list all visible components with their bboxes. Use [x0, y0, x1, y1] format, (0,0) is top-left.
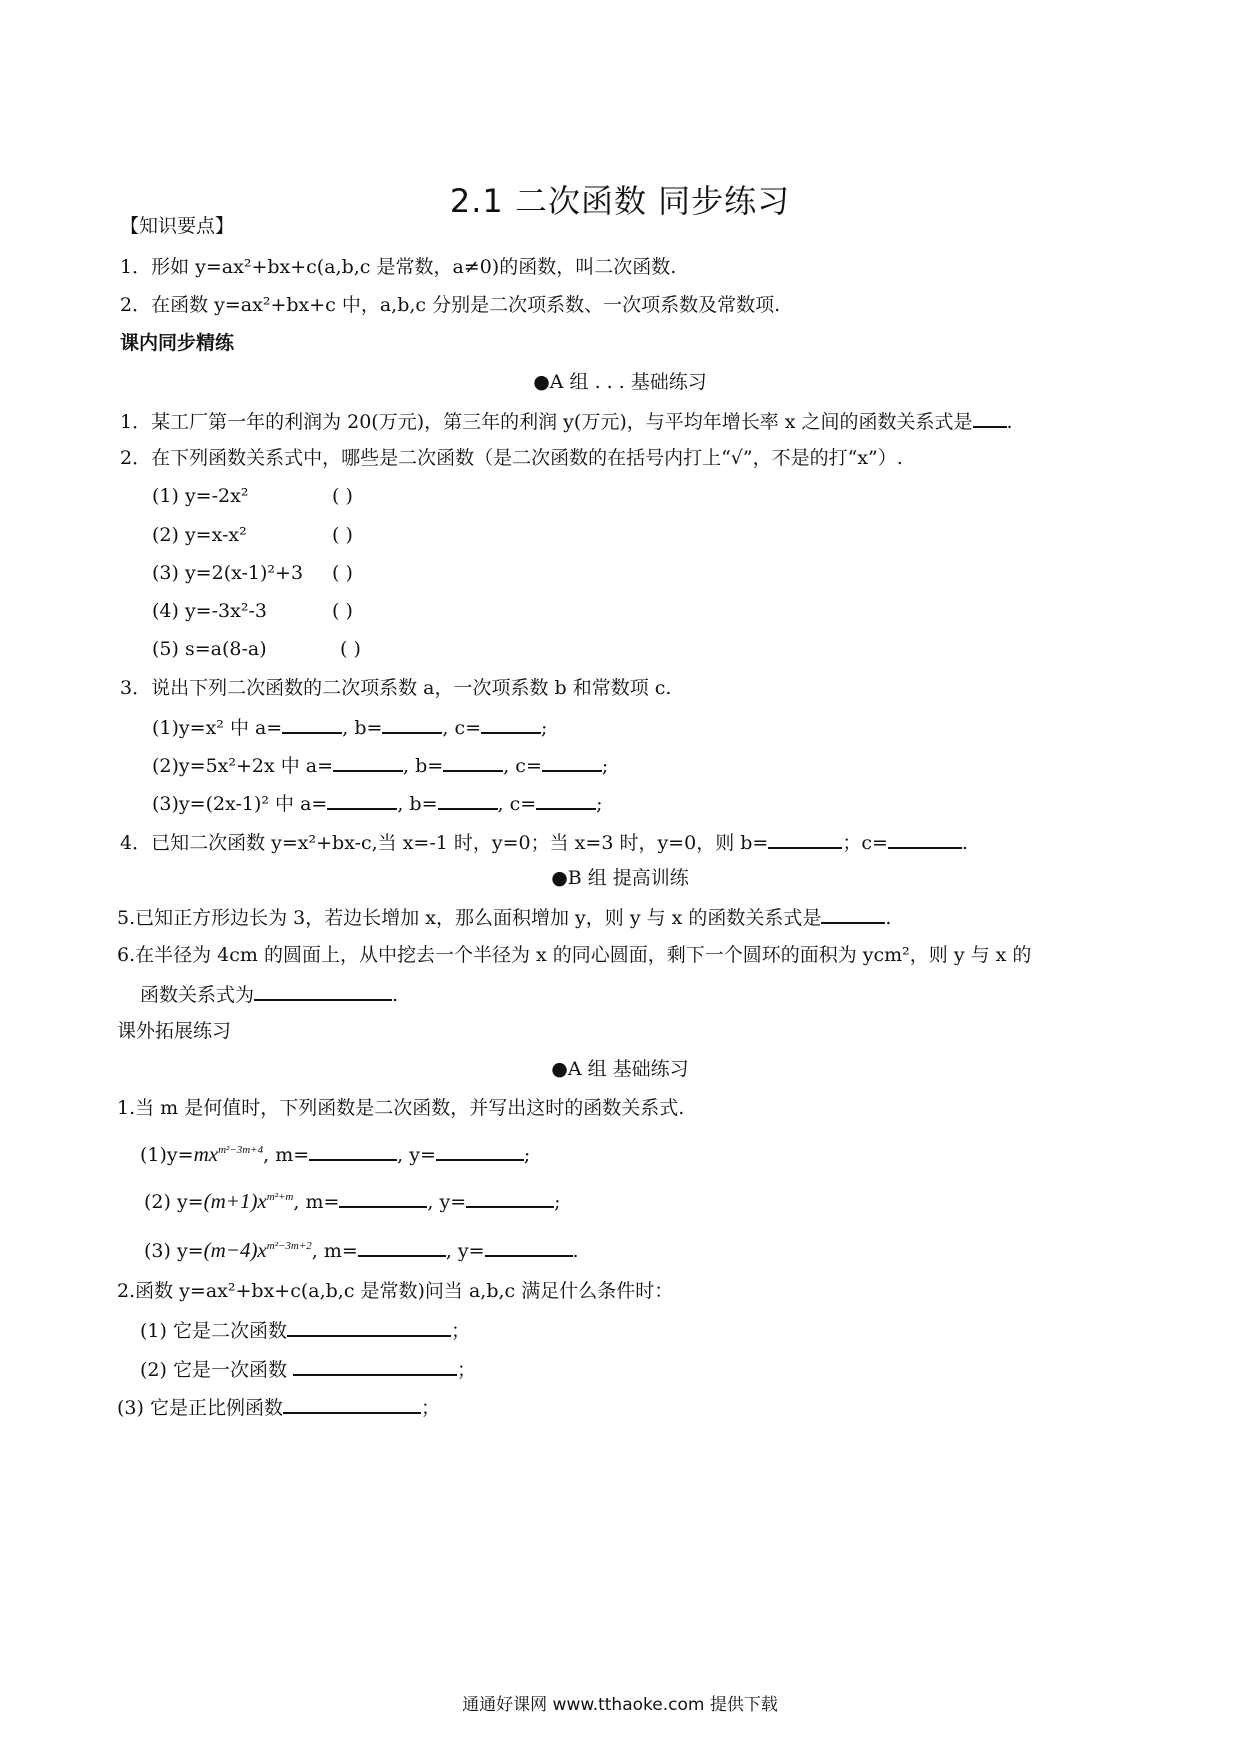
question-3: 3．说出下列二次函数的二次项系数 a，一次项系数 b 和常数项 c. [120, 677, 672, 699]
blank-c[interactable] [481, 714, 541, 734]
extra-q2-item-3: (3) 它是正比例函数 ； [117, 1394, 440, 1420]
blank-c[interactable] [536, 790, 596, 810]
answer-bracket[interactable]: ( ) [332, 562, 353, 584]
answer-blank[interactable] [821, 904, 885, 924]
blank-b[interactable] [382, 714, 442, 734]
group-heading-a2: ●A 组 基础练习 [551, 1058, 689, 1080]
exponent-expression-2: $(m+1)x^{m^2+m}$ [203, 1189, 294, 1213]
question-6: 6.在半径为 4cm 的圆面上，从中挖去一个半径为 x 的同心圆面，剩下一个圆环的面积为 ycm²，则 y 与 x 的 [117, 944, 1032, 966]
group-heading-a1: ●A 组 . . . 基础练习 [533, 371, 707, 393]
section-heading-extra: 课外拓展练习 [117, 1020, 232, 1042]
q2-item-5 [152, 637, 361, 661]
exponent-expression-1: $mx^{m^2-3m+4}$ [193, 1142, 264, 1166]
q2-item-2-text: (2) y=x-x² [152, 524, 247, 546]
extra-question-2: 2.函数 y=ax²+bx+c(a,b,c 是常数)问当 a,b,c 满足什么条件时： [117, 1280, 674, 1302]
answer-blank[interactable] [287, 1317, 451, 1337]
q3-item-2: (2)y=5x²+2x 中 a= , b= , c= ; [152, 752, 608, 778]
extra-q2-item-1-text: (1) 它是二次函数 [140, 1320, 287, 1342]
question-6-continued-text: 函数关系式为 [140, 984, 255, 1006]
question-4: 4．已知二次函数 y=x²+bx-c,当 x=-1 时，y=0；当 x=3 时，y=0，则 b= ；c= . [120, 829, 968, 855]
question-6-continued: 函数关系式为 . [140, 981, 398, 1007]
knowledge-header: 【知识要点】 [120, 215, 235, 237]
exponent-expression-3: $(m-4)x^{m^2-3m+2}$ [203, 1238, 312, 1262]
page-title: 2.1 二次函数 同步练习 [449, 182, 791, 220]
extra-q1-item-3-text: (3) y= [144, 1240, 204, 1262]
extra-q1-item-3: (3) $y=(m-4)x^{m^2-3m+2}$, m= , y= . [144, 1238, 579, 1262]
question-4-text: 4．已知二次函数 y=x²+bx-c,当 x=-1 时，y=0；当 x=3 时，y=0，则 b= [120, 832, 769, 854]
blank-m[interactable] [358, 1237, 446, 1257]
extra-q2-item-2: (2) 它是一次函数 ； [140, 1356, 476, 1382]
q3-item-3-text: (3)y=(2x-1)² 中 a= [152, 793, 328, 815]
blank-y[interactable] [466, 1188, 554, 1208]
knowledge-point-1: 1．形如 y=ax²+bx+c(a,b,c 是常数，a≠0)的函数，叫二次函数. [120, 256, 677, 278]
answer-bracket[interactable]: ( ) [332, 600, 353, 622]
blank-m[interactable] [339, 1188, 427, 1208]
extra-q1-item-2-text: (2) y= [144, 1191, 204, 1213]
question-1: 1．某工厂第一年的利润为 20(万元)，第三年的利润 y(万元)，与平均年增长率 x 之间的函数关系式是 . [120, 408, 1013, 434]
blank-a[interactable] [282, 714, 342, 734]
blank-m[interactable] [309, 1141, 397, 1161]
q2-item-4 [152, 599, 353, 623]
answer-blank[interactable] [283, 1394, 421, 1414]
q2-item-5-text: (5) s=a(8-a) [152, 638, 267, 660]
knowledge-point-2: 2．在函数 y=ax²+bx+c 中，a,b,c 分别是二次项系数、一次项系数及常数项. [120, 294, 781, 316]
q2-item-3-text: (3) y=2(x-1)²+3 [152, 562, 304, 584]
answer-bracket[interactable]: ( ) [340, 638, 361, 660]
q3-item-3: (3)y=(2x-1)² 中 a= , b= , c= ; [152, 790, 603, 816]
answer-bracket[interactable]: ( ) [332, 485, 353, 507]
blank-b[interactable] [768, 829, 842, 849]
q3-item-1-text: (1)y=x² 中 a= [152, 717, 283, 739]
question-1-text: 1．某工厂第一年的利润为 20(万元)，第三年的利润 y(万元)，与平均年增长率 x 之间的函数关系式是 [120, 411, 973, 433]
section-heading-in-class: 课内同步精练 [120, 332, 235, 354]
q3-item-1: (1)y=x² 中 a= , b= , c= ; [152, 714, 547, 740]
extra-q2-item-3-text: (3) 它是正比例函数 [117, 1397, 283, 1419]
q2-item-3 [152, 561, 353, 585]
answer-blank[interactable] [254, 981, 392, 1001]
q2-item-1-text: (1) y=-2x² [152, 485, 249, 507]
q3-item-2-text: (2)y=5x²+2x 中 a= [152, 755, 334, 777]
blank-b[interactable] [443, 752, 503, 772]
extra-q2-item-2-text: (2) 它是一次函数 [140, 1359, 287, 1381]
blank-c[interactable] [542, 752, 602, 772]
extra-q1-item-1: $(1)y=mx^{m^2-3m+4}$, m= , y= ; [140, 1142, 531, 1166]
group-heading-b: ●B 组 提高训练 [551, 867, 689, 889]
extra-q2-item-1: (1) 它是二次函数 ； [140, 1317, 470, 1343]
blank-c[interactable] [888, 829, 962, 849]
answer-blank[interactable] [293, 1356, 457, 1376]
extra-q1-item-2: (2) $y=(m+1)x^{m^2+m}$, m= , y= ; [144, 1189, 561, 1213]
answer-bracket[interactable]: ( ) [332, 524, 353, 546]
blank-b[interactable] [438, 790, 498, 810]
question-5: 5.已知正方形边长为 3，若边长增加 x，那么面积增加 y，则 y 与 x 的函数关系式是 . [117, 904, 891, 930]
answer-blank[interactable] [973, 408, 1007, 428]
blank-y[interactable] [485, 1237, 573, 1257]
footer-source: 通通好课网 www.tthaoke.com 提供下载 [462, 1695, 778, 1715]
extra-q1-item-1-text: (1)y= [140, 1144, 194, 1166]
q2-item-4-text: (4) y=-3x²-3 [152, 600, 267, 622]
question-2: 2．在下列函数关系式中，哪些是二次函数（是二次函数的在括号内打上“√”，不是的打“x”）. [120, 447, 903, 469]
blank-a[interactable] [333, 752, 403, 772]
question-5-text: 5.已知正方形边长为 3，若边长增加 x，那么面积增加 y，则 y 与 x 的函数关系式是 [117, 907, 822, 929]
blank-a[interactable] [327, 790, 397, 810]
q2-item-1 [152, 484, 353, 508]
q2-item-2 [152, 523, 353, 547]
extra-question-1: 1.当 m 是何值时，下列函数是二次函数，并写出这时的函数关系式. [117, 1097, 685, 1119]
blank-y[interactable] [436, 1141, 524, 1161]
